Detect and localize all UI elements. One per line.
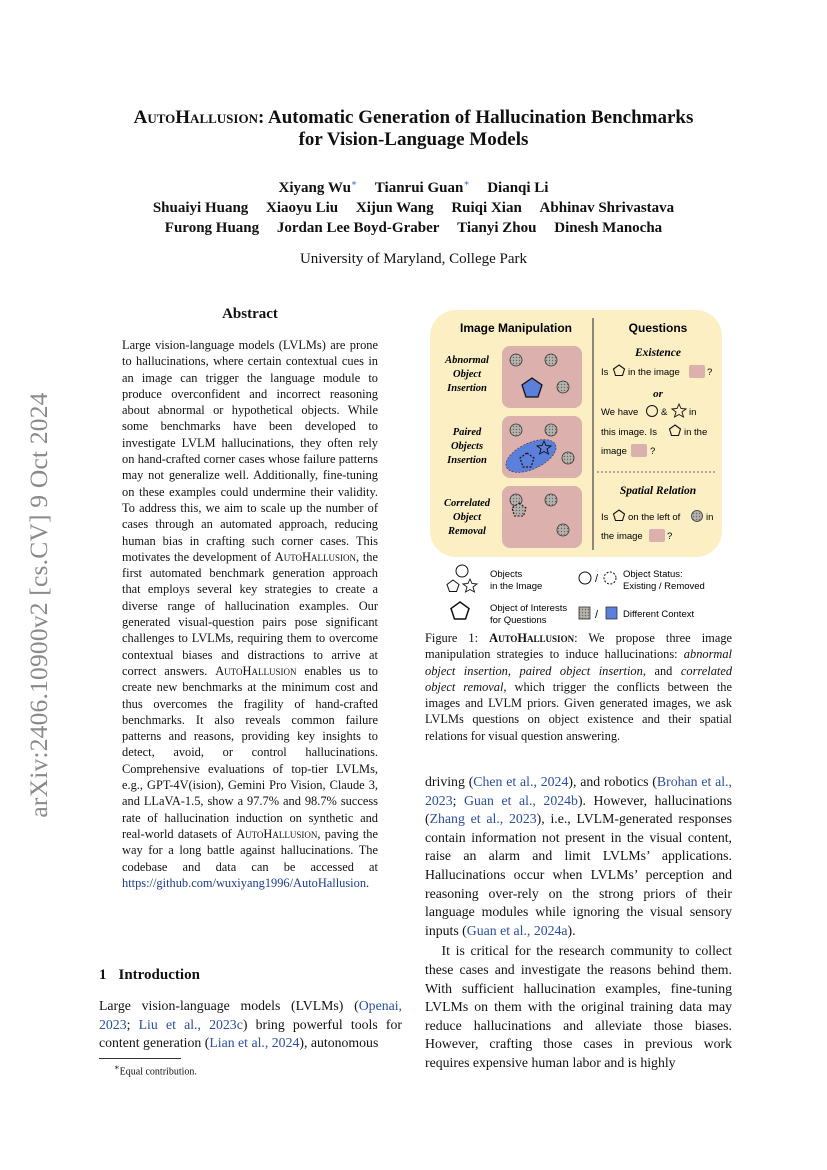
image-manipulation-header: Image Manipulation — [459, 321, 573, 335]
row-label-abnormal: Abnormal — [445, 355, 489, 366]
paragraph: It is critical for the research community to collect these cases and investigate the reasons behind them. With sufficient hallucination examples, fine-tuning LVLMs on them with the original training data may reduce hallucinations and alleviate those biases. However, crafting those cases in previous work requires expensive human labor and is highly — [425, 943, 732, 1070]
question-text: in the — [684, 427, 708, 438]
question-text: ? — [667, 531, 673, 542]
row-label-correlated: Correlated — [443, 498, 491, 509]
object-icon — [557, 381, 569, 393]
abstract-body: Large vision-language models (LVLMs) are prone to hallucinations, where certain contextual cues in an image can trigger the language module to produce overconfident and incorrect reasoning about abnormal or hypothetical objects. While some benchmarks have been developed to investigate LVLM hallucinations, they often rely on hand-crafted corner cases whose failure patterns may not generalize well. Additionally, fine-tuning on these examples could undermine their validity. To address this, we aim to scale up the number of cases through an automated approach, reducing human bias in crafting such corner cases. This motivates the development of AutoHallusion, the first automated benchmark generation approach that employs several key strategies to create a diverse range of hallucination examples. Our generated visual-question pairs pose significant challenges to LVLMs, requiring them to overcome contextual biases and distractions to arrive at correct answers. AutoHallusion enables us to create new benchmarks at the minimum cost and thus overcomes the fragility of hand-crafted benchmarks. It also reveals common failure patterns and reasons, providing key insights to detect, avoid, or control hallucinations. Comprehensive evaluations of top-tier LVLMs, e.g., GPT-4V(ision), Gemini Pro Vision, Claude 3, and LLaVA-1.5, show a 97.7% and 98.7% success rate of hallucination induction on synthetic and real-world datasets of AutoHallusion, paving the way for a long battle against hallucinations. The codebase and data can be accessed at https://github.com/wuxiyang1996/AutoHallusion. — [122, 338, 378, 890]
footnote-rule — [99, 1058, 181, 1059]
question-text: on the left of — [628, 512, 681, 523]
legend-objects: Objects — [490, 569, 523, 580]
citation-link[interactable]: Guan et al., 2024b — [464, 792, 578, 808]
object-icon — [545, 354, 557, 366]
author: Dianqi Li — [487, 180, 549, 196]
footnote: ∗Equal contribution. — [114, 1063, 197, 1078]
citation-link[interactable]: Lian et al., 2024 — [209, 1035, 300, 1051]
author: Jordan Lee Boyd-Graber — [276, 220, 440, 236]
legend-status: Existing / Removed — [623, 581, 705, 592]
legend-pentagon-icon — [451, 602, 469, 619]
author: Xiyang Wu∗ — [278, 178, 358, 196]
arxiv-stamp: arXiv:2406.10900v2 [cs.CV] 9 Oct 2024 — [24, 392, 53, 818]
row-label-object-2: Object — [453, 512, 481, 523]
legend-objects: in the Image — [490, 581, 543, 592]
legend-pentagon-icon — [447, 580, 459, 592]
legend-status: Object Status: — [623, 569, 683, 580]
question-text: in the image — [628, 367, 680, 378]
citation-link[interactable]: Brohan et al., 2023 — [425, 774, 732, 808]
paragraph: driving (Chen et al., 2024), and robotics (Brohan et al., 2023; Guan et al., 2024b). However, hallucinations (Zhang et al., 2023), i.e., LVLM-generated responses contain information not present in the visual content, raise an alarm and limit LVLMs’ applications. Hallucinations occur when LVLMs’ perception and reasoning over-rely on the strong priors of their language modules while ignoring the visual sensory inputs (Guan et al., 2024a). — [425, 774, 732, 938]
author-list — [90, 173, 737, 238]
question-text: in — [706, 512, 714, 523]
object-icon — [562, 452, 574, 464]
row-label-objects: Objects — [450, 441, 484, 452]
question-text: & — [661, 407, 668, 418]
or-label: or — [653, 388, 663, 400]
legend-context: Different Context — [623, 609, 695, 620]
existing-icon — [579, 572, 591, 584]
code-link[interactable]: https://github.com/wuxiyang1996/AutoHallusion — [122, 875, 367, 890]
author: Furong Huang — [164, 220, 260, 236]
question-text: image — [601, 446, 627, 457]
context-swatch-blue — [606, 607, 617, 619]
question-text: Is — [601, 367, 609, 378]
author: Shuaiyi Huang — [152, 200, 249, 216]
paper-title: AutoHallusion: Automatic Generation of Hallucination Benchmarks for Vision-Language Models — [133, 107, 694, 150]
author: Abhinav Shrivastava — [539, 200, 675, 216]
question-text: We have — [601, 407, 639, 418]
citation-link[interactable]: Guan et al., 2024a — [466, 922, 568, 938]
author: Xijun Wang — [355, 200, 434, 216]
image-placeholder — [631, 444, 647, 457]
author: Tianrui Guan∗ — [374, 178, 470, 196]
citation-link[interactable]: Openai, 2023 — [99, 998, 402, 1032]
legend-interest: for Questions — [490, 615, 547, 626]
row-label-insertion: Insertion — [447, 383, 487, 394]
spatial-relation-heading: Spatial Relation — [619, 485, 697, 497]
object-icon — [545, 424, 557, 436]
row-label-removal: Removal — [448, 526, 486, 537]
citation-link[interactable]: Liu et al., 2023c — [138, 1016, 243, 1032]
legend-slash: / — [595, 573, 599, 585]
author: Tianyi Zhou — [457, 220, 537, 236]
existence-heading: Existence — [635, 347, 681, 359]
legend-star-icon — [463, 579, 477, 592]
context-swatch-gray — [579, 607, 590, 619]
author: Xiaoyu Liu — [266, 200, 339, 216]
legend-slash: / — [595, 609, 599, 621]
questions-header: Questions — [628, 321, 688, 335]
author: Dinesh Manocha — [554, 220, 663, 236]
introduction-text: Large vision-language models (LVLMs) (Openai, 2023; Liu et al., 2023c) bring powerful tools for content generation (Lian et al., 2024), autonomous — [99, 998, 402, 1051]
abstract-heading: Abstract — [222, 306, 278, 322]
object-icon — [545, 494, 557, 506]
figure-caption: Figure 1: AutoHallusion: We propose three image manipulation strategies to induce hallucinations: abnormal object insertion, paired object insertion, and correlated object removal, which trigger the conflicts between the images and LVLM priors. Given generated images, we ask LVLMs questions on object existence and their spatial relations for visual question answering. — [425, 631, 733, 743]
question-text: the image — [601, 531, 643, 542]
question-text: ? — [707, 367, 713, 378]
object-icon — [510, 424, 522, 436]
object-icon — [510, 354, 522, 366]
image-placeholder — [649, 529, 665, 542]
object-icon — [692, 511, 703, 522]
citation-link[interactable]: Chen et al., 2024 — [473, 774, 569, 789]
image-placeholder — [689, 365, 705, 378]
legend-circle-icon — [456, 565, 468, 577]
citation-link[interactable]: Zhang et al., 2023 — [429, 811, 537, 827]
legend-interest: Object of Interests — [490, 603, 568, 614]
object-icon — [557, 524, 569, 536]
question-text: in — [689, 407, 697, 418]
question-text: this image. Is — [601, 427, 657, 438]
row-label-insertion-2: Insertion — [447, 455, 487, 466]
section-heading-introduction: 1 Introduction — [99, 967, 200, 983]
question-text: Is — [601, 512, 609, 523]
author: Ruiqi Xian — [451, 200, 522, 216]
right-column-text — [425, 773, 732, 1073]
row-label-object: Object — [453, 369, 481, 380]
question-text: ? — [650, 446, 656, 457]
removed-icon — [604, 572, 616, 584]
figure-1 — [425, 308, 733, 628]
row-label-paired: Paired — [452, 427, 482, 438]
affiliation: University of Maryland, College Park — [299, 251, 528, 267]
